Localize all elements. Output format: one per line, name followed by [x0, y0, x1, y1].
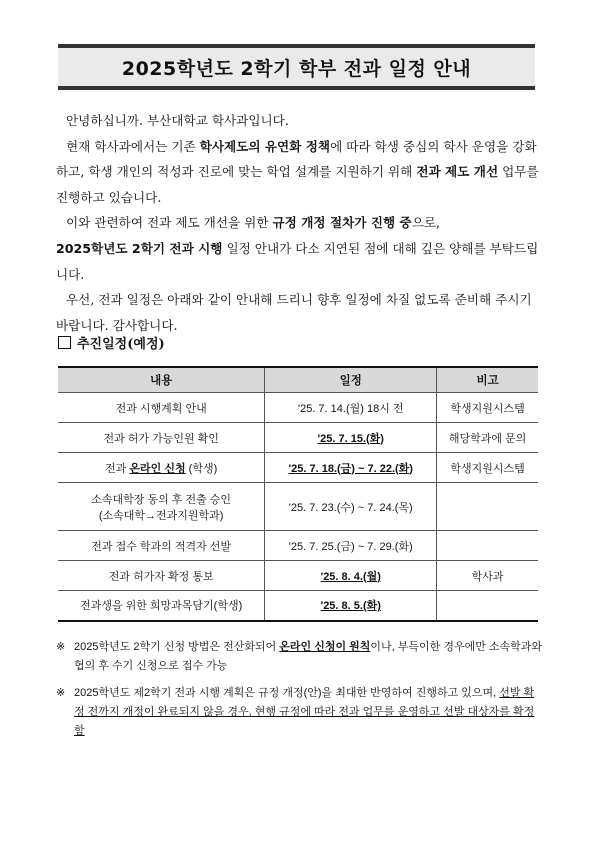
header-note: 비고	[437, 367, 538, 393]
reference-mark: ※	[56, 687, 66, 699]
emphasis: 전과 제도 개선	[416, 164, 499, 180]
cell-content: 전과 시행계획 안내	[58, 393, 265, 423]
note-item	[56, 684, 542, 741]
emphasis: 학사제도의 유연화 정책	[199, 138, 331, 154]
notes	[56, 638, 542, 749]
table-header-row	[58, 367, 538, 393]
cell-note: 해당학과에 문의	[437, 423, 538, 453]
text: 일정 안내가 다소 지연된 점에 대해 깊은 양해를 부탁드립니다.	[56, 240, 539, 282]
text: (소속대학→전과지원학과)	[98, 509, 224, 522]
cell-note: 학사과	[437, 561, 538, 591]
cell-content: 전과 허가자 확정 통보	[58, 561, 265, 591]
cell-schedule: '25. 7. 23.(수) ~ 7. 24.(목)	[265, 483, 437, 531]
cell-schedule: '25. 7. 15.(화)	[265, 423, 437, 453]
note-item	[56, 638, 542, 676]
text: 업무를 진행하고 있습니다.	[56, 164, 539, 205]
underlined-text: 선발 확정 전까지 개정이 완료되지 않을 경우, 현행 규정에 따라 전과 업무를 운영하고 선발 대상자를 확정함	[74, 687, 535, 737]
emphasis: 2025학년도 2학기 전과 시행	[56, 240, 223, 256]
note-text	[74, 684, 542, 741]
text: 2025학년도 2학기 신청 방법은 전산화되어	[74, 641, 280, 653]
reference-mark: ※	[56, 641, 66, 653]
cell-content	[58, 453, 265, 483]
section-heading	[58, 333, 165, 352]
cell-note: 학생지원시스템	[437, 453, 538, 483]
intro-paragraph-3	[56, 210, 540, 287]
text: (학생)	[185, 462, 218, 475]
table-row	[58, 591, 538, 621]
cell-note: 학생지원시스템	[437, 393, 538, 423]
table-row	[58, 453, 538, 483]
text: 현재 학사과에서는 기존	[66, 138, 200, 154]
cell-schedule: '25. 8. 5.(화)	[265, 591, 437, 621]
cell-note	[437, 531, 538, 561]
intro-paragraph-2	[56, 134, 540, 211]
header-schedule: 일정	[265, 367, 437, 393]
cell-schedule: '25. 7. 25.(금) ~ 7. 29.(화)	[265, 531, 437, 561]
intro-paragraph-1: 안녕하십니까. 부산대학교 학사과입니다.	[66, 113, 289, 128]
cell-schedule: '25. 7. 18.(금) ~ 7. 22.(화)	[265, 453, 437, 483]
table-row	[58, 531, 538, 561]
text: 소속대학장 동의 후 전출 승인	[91, 493, 232, 506]
table-row	[58, 561, 538, 591]
text: 에 따라 학생 중심의 학사 운영을 강화하고, 학생 개인의 적성과 진로에 맞는 학업 설계를 지원하기 위해	[56, 138, 537, 180]
schedule-table	[58, 366, 538, 622]
checkbox-square-icon	[58, 336, 71, 349]
text: 이와 관련하여 전과 제도 개선을 위한	[66, 215, 273, 231]
text: 2025학년도 제2학기 전과 시행 계획은 규정 개정(안)을 최대한 반영하여 진행하고 있으며,	[74, 687, 500, 699]
table-row	[58, 393, 538, 423]
document-title: 2025학년도 2학기 학부 전과 일정 안내	[121, 57, 472, 80]
intro-paragraph-4: 우선, 전과 일정은 아래와 같이 안내해 드리니 향후 일정에 차질 없도록 준비해 주시기 바랍니다. 감사합니다.	[56, 292, 532, 333]
note-text	[74, 638, 542, 676]
cell-content: 전과생을 위한 희망과목담기(학생)	[58, 591, 265, 621]
table-row	[58, 423, 538, 453]
text: 전과	[105, 462, 130, 475]
document-title-box	[58, 44, 535, 90]
section-title: 추진일정(예정)	[77, 337, 165, 352]
text: 으로,	[411, 215, 441, 231]
cell-content	[58, 483, 265, 531]
cell-schedule: '25. 8. 4.(월)	[265, 561, 437, 591]
emphasis: 규정 개정 절차가 진행 중	[272, 215, 412, 231]
text: 이나, 부득이한 경우에만 소속학과와 협의 후 수기 신청으로 접수 가능	[74, 641, 543, 672]
cell-note	[437, 591, 538, 621]
emphasis: 온라인 신청	[129, 462, 186, 475]
cell-content: 전과 허가 가능인원 확인	[58, 423, 265, 453]
cell-note	[437, 483, 538, 531]
table-row	[58, 483, 538, 531]
cell-schedule: '25. 7. 14.(월) 18시 전	[265, 393, 437, 423]
cell-content: 전과 접수 학과의 적격자 선발	[58, 531, 265, 561]
header-content: 내용	[58, 367, 265, 393]
intro-text	[56, 108, 540, 338]
emphasis: 온라인 신청이 원칙	[279, 641, 371, 653]
